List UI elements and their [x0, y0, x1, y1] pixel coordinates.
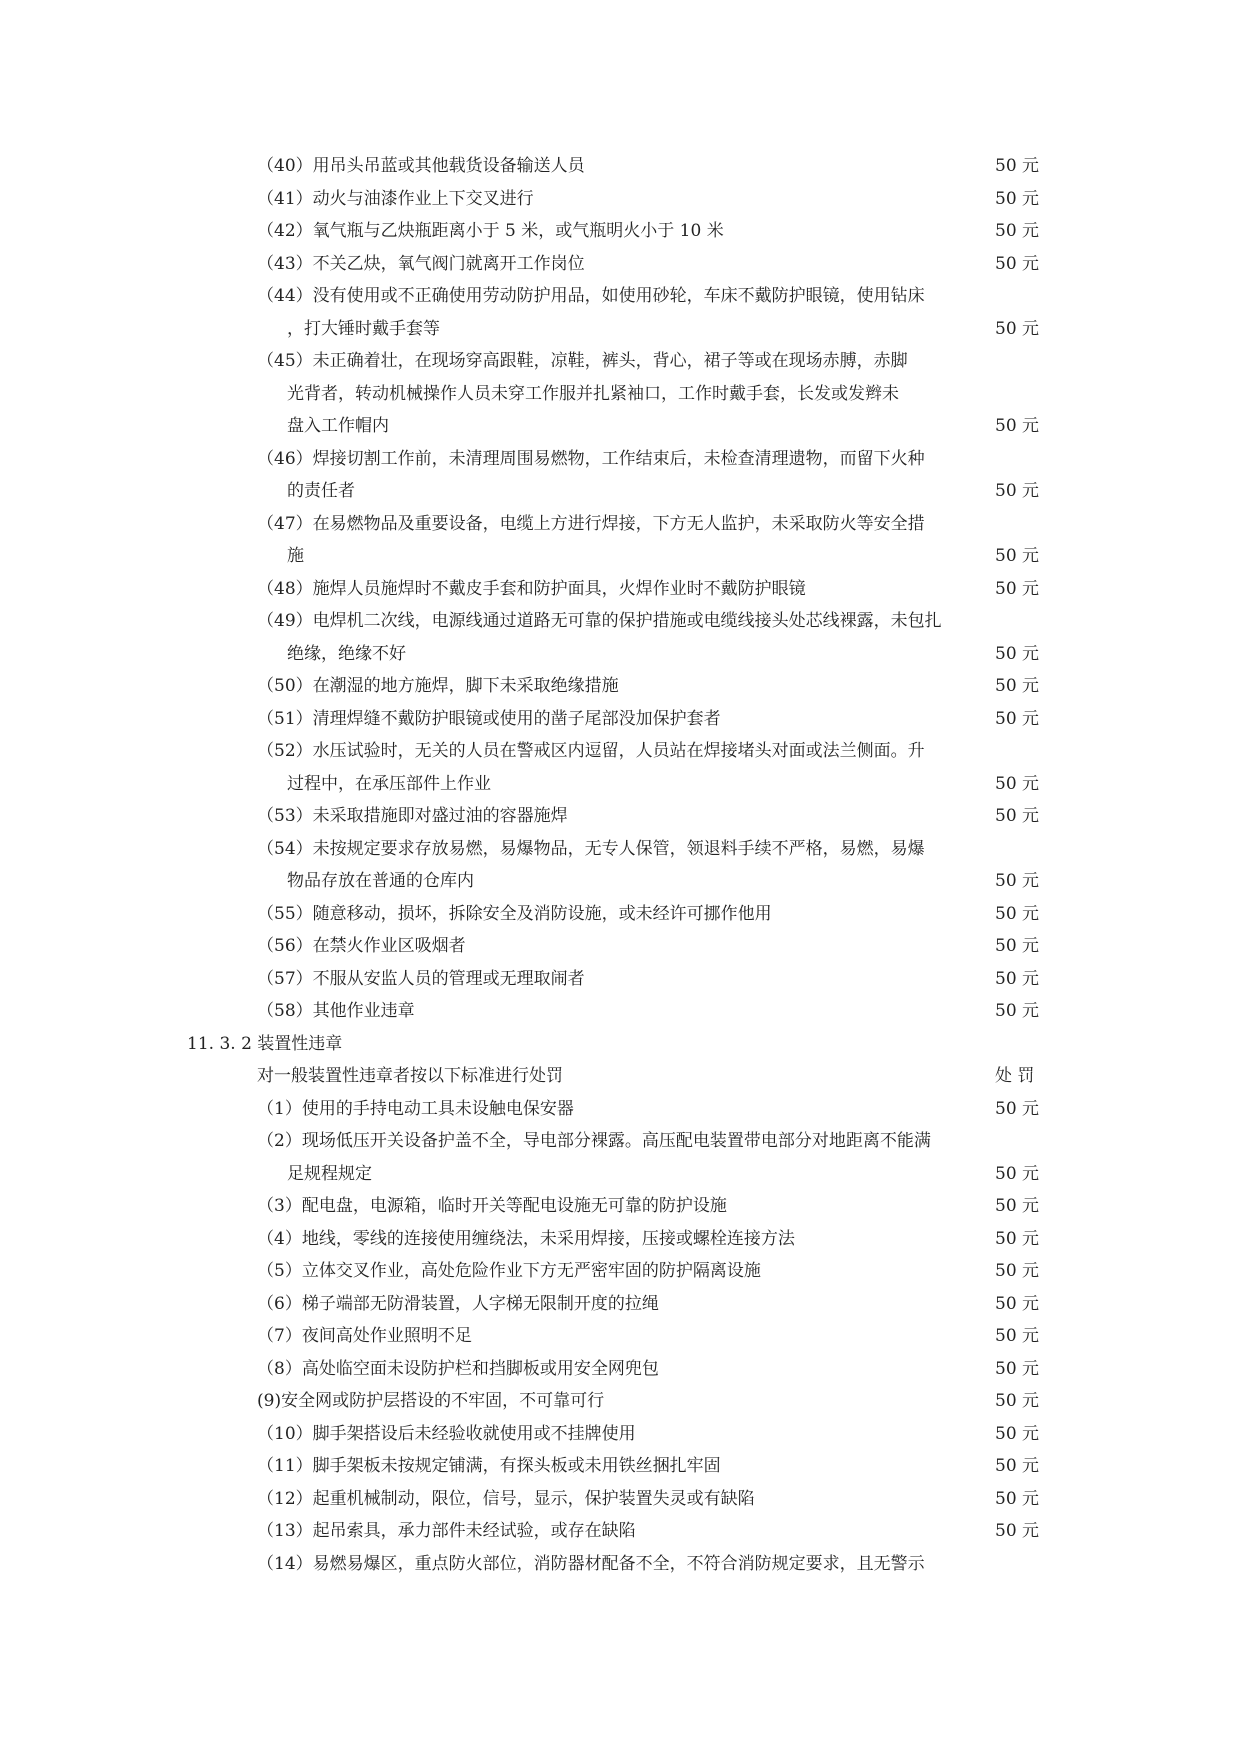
violation-item-continuation — [0, 313, 1241, 346]
violation-item-text: （54）未按规定要求存放易燃，易爆物品，无专人保管，领退料手续不严格，易燃，易爆 — [257, 838, 925, 859]
fine-amount: 50 元 — [995, 1358, 1040, 1379]
fine-amount: 50 元 — [995, 188, 1040, 209]
fine-amount: 50 元 — [995, 1228, 1040, 1249]
fine-amount: 50 元 — [995, 968, 1040, 989]
fine-amount: 50 元 — [995, 1391, 1040, 1411]
violation-item-text: （45）未正确着壮，在现场穿高跟鞋，凉鞋，裤头，背心，裙子等或在现场赤膊，赤脚 — [257, 351, 908, 371]
violation-item-text: （44）没有使用或不正确使用劳动防护用品，如使用砂轮，车床不戴防护眼镜，使用钻床 — [257, 286, 925, 306]
violation-item-text: （52）水压试验时，无关的人员在警戒区内逗留，人员站在焊接堵头对面或法兰侧面。升 — [257, 741, 925, 761]
fine-amount: 50 元 — [995, 773, 1040, 794]
violation-item — [0, 800, 1241, 833]
violation-item-text: （14）易燃易爆区，重点防火部位，消防器材配备不全，不符合消防规定要求，且无警示 — [257, 1553, 925, 1574]
violation-item-continuation-text: ，打大锤时戴手套等 — [287, 318, 440, 339]
fine-amount: 50 元 — [995, 318, 1040, 339]
violation-item-text: （53）未采取措施即对盛过油的容器施焊 — [257, 806, 568, 826]
fine-amount: 50 元 — [995, 1293, 1040, 1314]
violation-item-text: （13）起吊索具，承力部件未经试验，或存在缺陷 — [257, 1521, 636, 1541]
fine-amount: 处 罚 — [995, 1066, 1035, 1086]
fine-amount: 50 元 — [995, 156, 1040, 176]
fine-amount: 50 元 — [995, 806, 1040, 826]
fine-amount: 50 元 — [995, 1001, 1040, 1021]
violation-item — [0, 670, 1241, 703]
violation-item-continuation — [0, 410, 1241, 443]
violation-item — [0, 1548, 1241, 1581]
violation-item — [0, 833, 1241, 866]
violation-item — [0, 930, 1241, 963]
violation-item-text: （49）电焊机二次线，电源线通过道路无可靠的保护措施或电缆线接头处芯线裸露，未包扎 — [257, 611, 942, 631]
fine-amount: 50 元 — [995, 1423, 1040, 1444]
fine-amount: 50 元 — [995, 1163, 1040, 1184]
violation-item — [0, 735, 1241, 768]
violation-item-text: （41）动火与油漆作业上下交叉进行 — [257, 188, 534, 209]
violation-item-text: （42）氧气瓶与乙炔瓶距离小于 5 米，或气瓶明火小于 10 米 — [257, 221, 724, 241]
violation-item-continuation-text: 绝缘，绝缘不好 — [287, 643, 406, 664]
violation-item-text: （46）焊接切割工作前，未清理周围易燃物，工作结束后，未检查清理遗物，而留下火种 — [257, 448, 925, 469]
violation-item-text: （58）其他作业违章 — [257, 1001, 415, 1021]
violation-item-text: （11）脚手架板未按规定铺满，有探头板或未用铁丝捆扎牢固 — [257, 1456, 721, 1476]
violation-item — [0, 1190, 1241, 1223]
violation-item — [0, 1320, 1241, 1353]
section-intro — [0, 1060, 1241, 1093]
violation-item — [0, 703, 1241, 736]
violation-item-continuation — [0, 768, 1241, 801]
page-content — [0, 150, 1241, 1580]
fine-amount: 50 元 — [995, 1098, 1040, 1119]
violation-item-continuation-text: 盘入工作帽内 — [287, 416, 389, 436]
violation-item-text: （5）立体交叉作业，高处危险作业下方无严密牢固的防护隔离设施 — [257, 1261, 761, 1281]
violation-item — [0, 345, 1241, 378]
fine-amount: 50 元 — [995, 253, 1040, 274]
violation-item-continuation — [0, 865, 1241, 898]
violation-item-continuation — [0, 638, 1241, 671]
violation-item-text: （40）用吊头吊蓝或其他载货设备输送人员 — [257, 156, 585, 176]
section-heading — [0, 1028, 1241, 1061]
violation-item — [0, 1093, 1241, 1126]
fine-amount: 50 元 — [995, 643, 1040, 664]
violation-item-text: （43）不关乙炔，氧气阀门就离开工作岗位 — [257, 253, 585, 274]
violation-item-text: （51）清理焊缝不戴防护眼镜或使用的凿子尾部没加保护套者 — [257, 708, 721, 729]
violation-item — [0, 1450, 1241, 1483]
fine-amount: 50 元 — [995, 546, 1040, 566]
violation-item-text: （57）不服从安监人员的管理或无理取闹者 — [257, 968, 585, 989]
violation-item — [0, 215, 1241, 248]
violation-item — [0, 150, 1241, 183]
fine-amount: 50 元 — [995, 1261, 1040, 1281]
violation-item — [0, 1418, 1241, 1451]
violation-item-continuation-text: 物品存放在普通的仓库内 — [287, 871, 474, 891]
violation-item — [0, 573, 1241, 606]
violation-item — [0, 508, 1241, 541]
violation-item-continuation — [0, 1158, 1241, 1191]
fine-amount: 50 元 — [995, 1196, 1040, 1216]
violation-item-continuation-text: 足规程规定 — [287, 1163, 372, 1184]
fine-amount: 50 元 — [995, 708, 1040, 729]
violation-item — [0, 1223, 1241, 1256]
violation-item — [0, 605, 1241, 638]
fine-amount: 50 元 — [995, 676, 1040, 696]
violation-item — [0, 248, 1241, 281]
violation-item-text: （50）在潮湿的地方施焊，脚下未采取绝缘措施 — [257, 676, 619, 696]
violation-item — [0, 1353, 1241, 1386]
violation-item-text: （55）随意移动，损坏，拆除安全及消防设施，或未经许可挪作他用 — [257, 903, 772, 924]
fine-amount: 50 元 — [995, 481, 1040, 501]
violation-item-text: （1）使用的手持电动工具未设触电保安器 — [257, 1098, 574, 1119]
violation-item — [0, 898, 1241, 931]
violation-item-continuation — [0, 475, 1241, 508]
violation-item-continuation-text: 的责任者 — [287, 481, 355, 501]
fine-amount: 50 元 — [995, 578, 1040, 599]
violation-item — [0, 1255, 1241, 1288]
violation-item-text: （7）夜间高处作业照明不足 — [257, 1326, 472, 1346]
fine-amount: 50 元 — [995, 903, 1040, 924]
fine-amount: 50 元 — [995, 1521, 1040, 1541]
violation-item — [0, 1483, 1241, 1516]
violation-item-text: （10）脚手架搭设后未经验收就使用或不挂牌使用 — [257, 1423, 636, 1444]
fine-amount: 50 元 — [995, 416, 1040, 436]
violation-item-continuation — [0, 540, 1241, 573]
section-intro-text: 对一般装置性违章者按以下标准进行处罚 — [257, 1066, 563, 1086]
violation-item — [0, 443, 1241, 476]
fine-amount: 50 元 — [995, 936, 1040, 956]
violation-item-continuation-text: 施 — [287, 546, 304, 566]
fine-amount: 50 元 — [995, 1456, 1040, 1476]
violation-item-text: （2）现场低压开关设备护盖不全，导电部分裸露。高压配电装置带电部分对地距离不能满 — [257, 1131, 931, 1151]
violation-item-continuation-text: 光背者，转动机械操作人员未穿工作服并扎紧袖口，工作时戴手套，长发或发辫未 — [287, 383, 899, 404]
violation-item — [0, 280, 1241, 313]
fine-amount: 50 元 — [995, 1326, 1040, 1346]
violation-item — [0, 1288, 1241, 1321]
violation-item-continuation — [0, 378, 1241, 411]
violation-item — [0, 963, 1241, 996]
section-heading-text: 11. 3. 2 装置性违章 — [187, 1033, 343, 1054]
violation-item — [0, 1515, 1241, 1548]
violation-item-continuation-text: 过程中，在承压部件上作业 — [287, 773, 491, 794]
violation-item-text: （6）梯子端部无防滑装置，人字梯无限制开度的拉绳 — [257, 1293, 659, 1314]
fine-amount: 50 元 — [995, 871, 1040, 891]
violation-item-text: （47）在易燃物品及重要设备，电缆上方进行焊接，下方无人监护，未采取防火等安全措 — [257, 513, 925, 534]
violation-item-text: （48）施焊人员施焊时不戴皮手套和防护面具，火焊作业时不戴防护眼镜 — [257, 578, 806, 599]
violation-item-text: （56）在禁火作业区吸烟者 — [257, 936, 466, 956]
violation-item-text: （8）高处临空面未设防护栏和挡脚板或用安全网兜包 — [257, 1358, 659, 1379]
fine-amount: 50 元 — [995, 1488, 1040, 1509]
violation-item — [0, 995, 1241, 1028]
violation-item — [0, 183, 1241, 216]
violation-item-text: （4）地线，零线的连接使用缠绕法，未采用焊接，压接或螺栓连接方法 — [257, 1228, 795, 1249]
violation-item-text: (9)安全网或防护层搭设的不牢固，不可靠可行 — [257, 1391, 605, 1411]
violation-item — [0, 1125, 1241, 1158]
violation-item-text: （3）配电盘，电源箱，临时开关等配电设施无可靠的防护设施 — [257, 1196, 727, 1216]
violation-item — [0, 1385, 1241, 1418]
fine-amount: 50 元 — [995, 221, 1040, 241]
violation-item-text: （12）起重机械制动，限位，信号，显示，保护装置失灵或有缺陷 — [257, 1488, 755, 1509]
